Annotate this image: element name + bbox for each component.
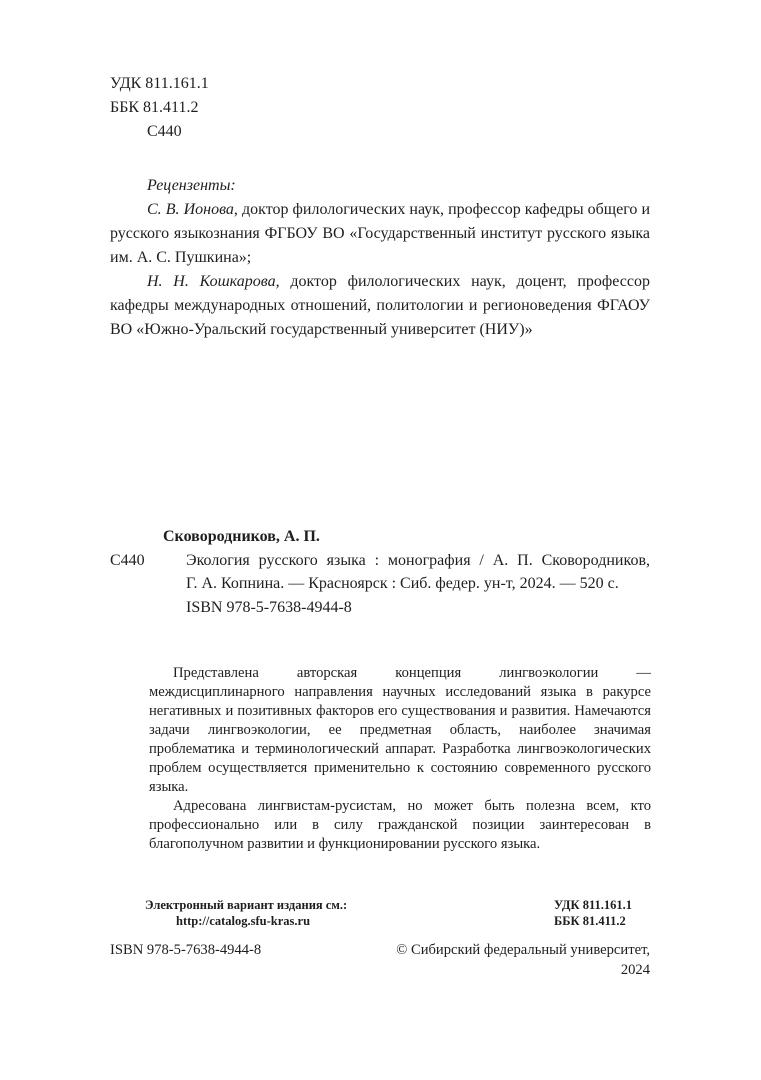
biblio-author: Сковородников, А. П. xyxy=(163,528,320,545)
reviewers-title: Рецензенты: xyxy=(147,177,236,194)
udk-code: УДК 811.161.1 xyxy=(110,75,209,92)
footer-bbk: ББК 81.411.2 xyxy=(554,914,626,928)
reviewers-block xyxy=(110,174,650,342)
electronic-version-label: Электронный вариант издания см.: xyxy=(145,898,348,912)
copyright: © Сибирский федеральный университет, 2024 xyxy=(396,942,650,978)
annotation-paragraph-1: Представлена авторская концепция лингвоэкологии — междисциплинарного направления научных исследований языка в ракурсе негативных и позитивных факторов его существования и развития. Намечаются задачи лингвоэкологии, ее предметная область, наиболее значимая проблематика и терминологический аппарат. Разработка лингвоэкологических проблем осуществляется применительно к состоянию современного русского языка. xyxy=(149,665,651,795)
reviewer-2-text: доктор филологических наук, доцент, профессор кафедры международных отношений, политологии и регионоведения ФГАОУ ВО «Южно-Уральский государственный университет (НИУ)» xyxy=(110,273,650,338)
biblio-line-2: Г. А. Копнина. — Красноярск : Сиб. федер. ун-т, 2024. — 520 с. xyxy=(186,575,619,592)
author-mark: С440 xyxy=(147,123,182,140)
reviewer-1-text: , доктор филологических наук, профессор кафедры общего и русского языкознания ФГБОУ ВО «Государственный институт русского языка им. А. С. Пушкина»; xyxy=(110,201,651,266)
reviewer-2 xyxy=(110,270,650,342)
footer-isbn: ISBN 978-5-7638-4944-8 xyxy=(110,942,262,958)
biblio-code: С440 xyxy=(110,552,145,569)
footer-udk: УДК 811.161.1 xyxy=(554,898,633,912)
annotation-block xyxy=(149,664,651,854)
bbk-code: ББК 81.411.2 xyxy=(110,99,199,116)
biblio-line-1: Экология русского языка : монография / А. П. Сковородников, xyxy=(186,552,650,569)
reviewer-1 xyxy=(110,198,650,270)
annotation-paragraph-2: Адресована лингвистам-русистам, но может быть полезна всем, кто профессионально или в силу гражданской позиции заинтересован в благополучном развитии и функционировании русского языка. xyxy=(149,798,651,852)
biblio-isbn: ISBN 978-5-7638-4944-8 xyxy=(186,599,352,616)
reviewer-1-name: С. В. Ионова xyxy=(147,201,234,218)
catalog-url[interactable]: http://catalog.sfu-kras.ru xyxy=(176,914,311,928)
reviewer-2-name: Н. Н. Кошкарова, xyxy=(147,273,280,290)
